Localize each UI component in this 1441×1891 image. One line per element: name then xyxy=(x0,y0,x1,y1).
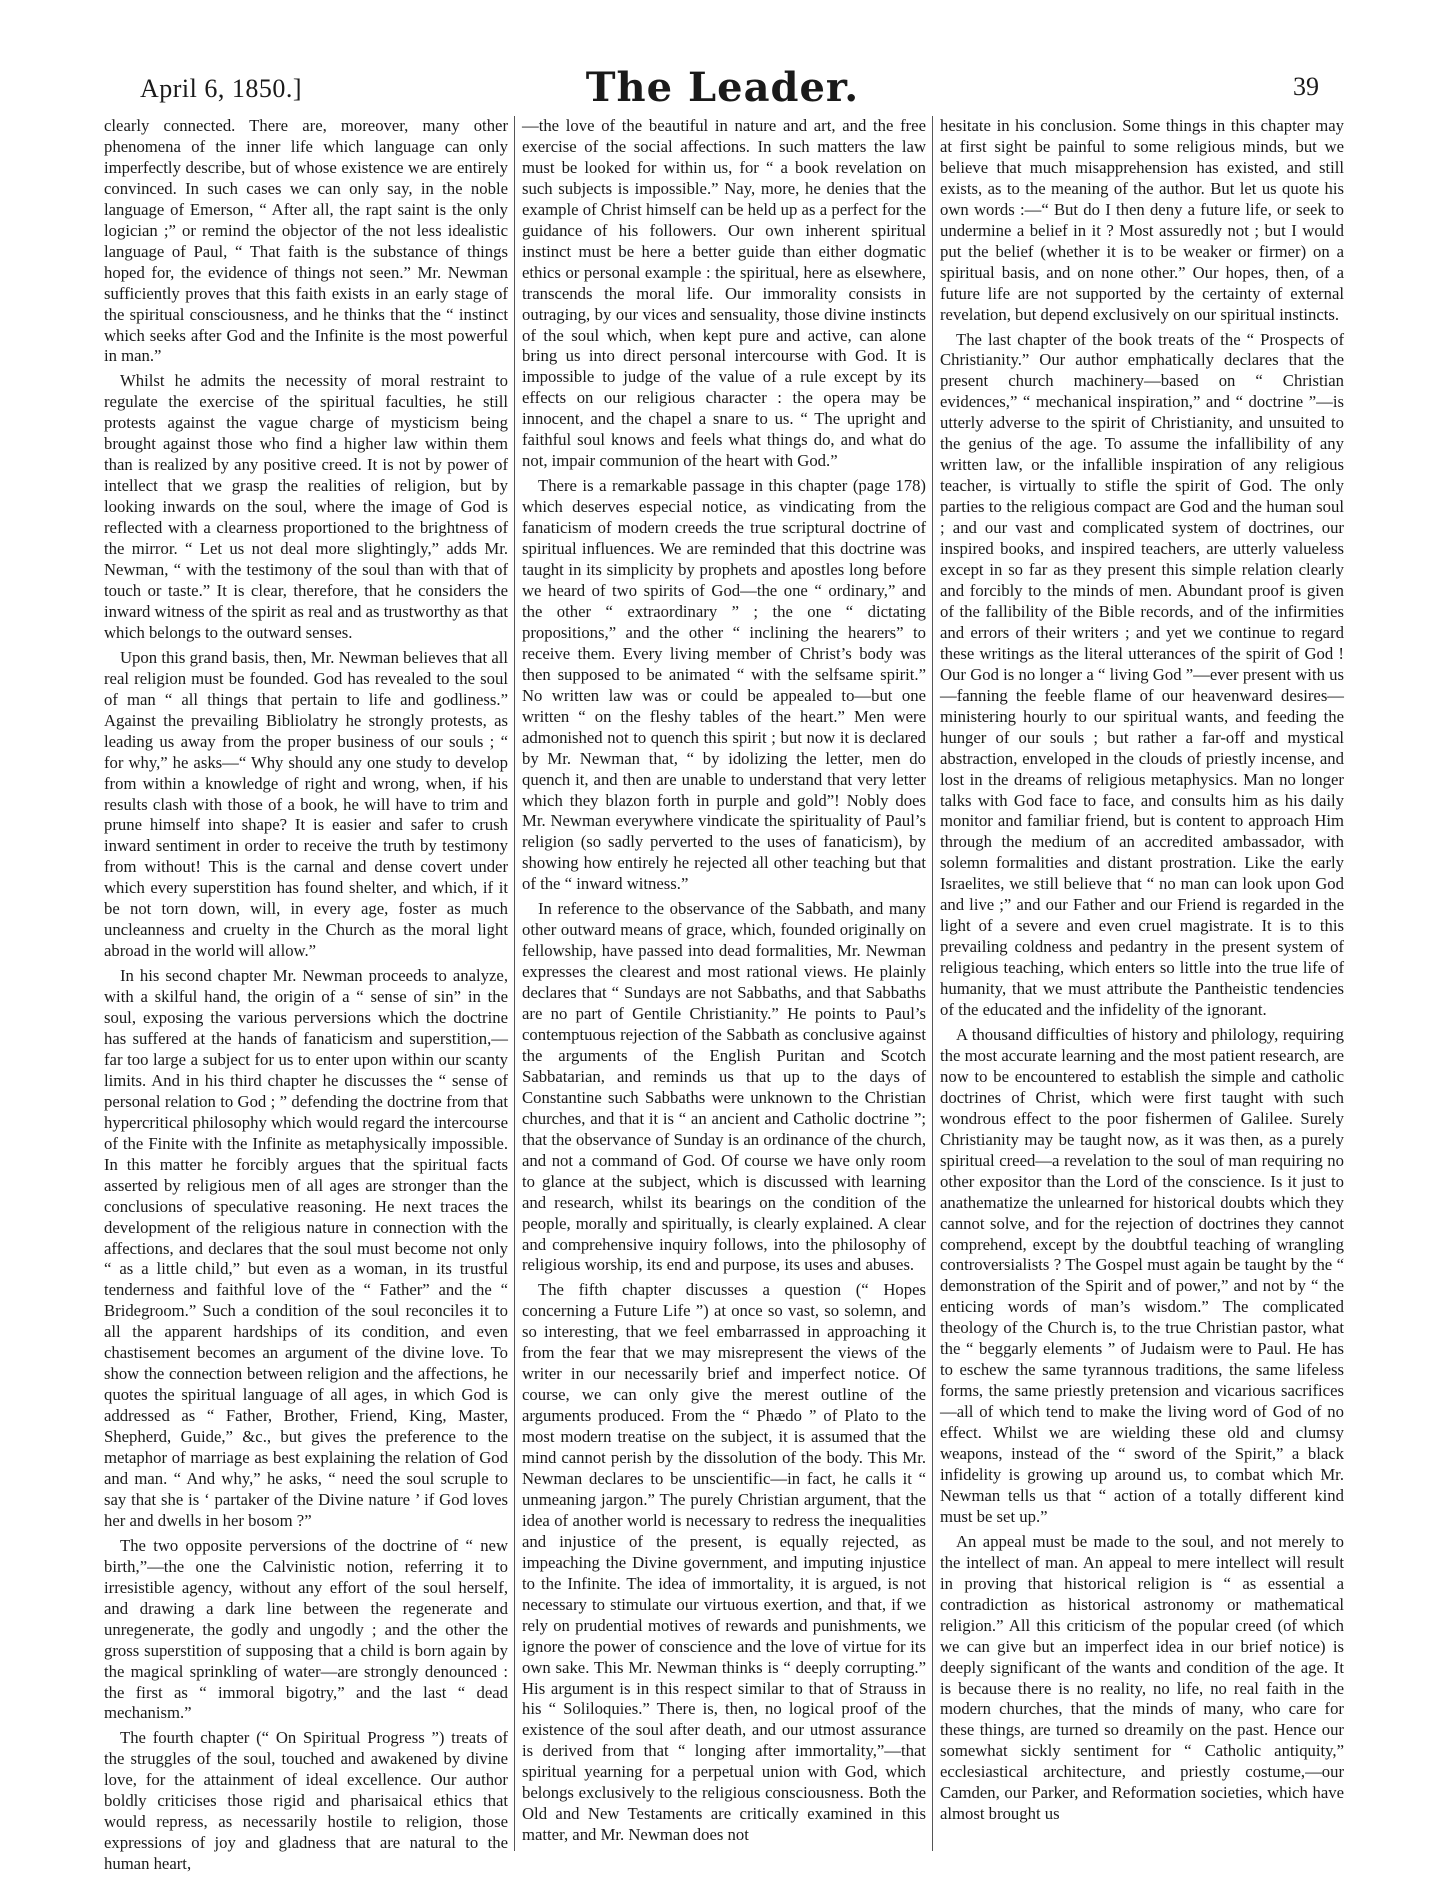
column-divider xyxy=(514,116,515,1851)
paragraph: The fourth chapter (“ On Spiritual Progress ”) treats of the struggles of the soul, touched and awakened by divine love, for the attainment of ideal excellence. Our author boldly criticises those rigid and pharisaical ethics that would repress, as necessarily hostile to religion, those expressions of joy and gladness that are natural to the human heart, xyxy=(104,1728,508,1874)
column-2 xyxy=(522,116,926,1851)
paragraph: A thousand difficulties of history and philology, requiring the most accurate learning and the most patient research, are now to be encountered to establish the simple and catholic doctrines of Christ, which were first taught with such wondrous effect to the poor fishermen of Galilee. Surely Christianity may be taught now, as it was then, as a purely spiritual creed—a revelation to the soul of man requiring no other expositor than the Lord of the conscience. Is it just to anathematize the unlearned for historical doubts which they cannot solve, and for the rejection of doctrines they cannot comprehend, except by the doubtful teaching of wrangling controversialists ? The Gospel must again be taught by the “ demonstration of the Spirit and of power,” and not by “ the enticing words of man’s wisdom.” The complicated theology of the Church is, to the true Christian pastor, what the “ beggarly elements ” of Judaism were to Paul. He has to eschew the same tyrannous traditions, the same lifeless forms, the same priestly pretension and vicarious sacrifices—all of which tend to make the living word of God of no effect. Whilst we are wielding these old and clumsy weapons, instead of the “ sword of the Spirit,” a black infidelity is growing up around us, to combat which Mr. Newman tells us that “ action of a totally different kind must be set up.” xyxy=(940,1024,1344,1526)
issue-date: April 6, 1850.] xyxy=(140,74,303,103)
paragraph: The last chapter of the book treats of the “ Prospects of Christianity.” Our author emphatically declares that the present church machinery—based on “ Christian evidences,” “ mechanical inspiration,” and “ doctrine ”—is utterly adverse to the spirit of Christianity, and unsuited to the genius of the age. To assume the infallibility of any written law, or the infallible inspiration of any religious teacher, is virtually to stifle the spirit of God. The only parties to the religious compact are God and the human soul ; and our vast and complicated system of doctrines, our inspired books, and inspired teachers, are utterly valueless except in so far as they present this simple relation clearly and forcibly to the minds of men. Abundant proof is given of the fallibility of the Bible records, and of the infirmities and errors of their writers ; and yet we continue to regard these writings as the literal utterances of the spirit of God ! Our God is no longer a “ living God ”—ever present with us—fanning the feeble flame of our heavenward desires—ministering hourly to our spiritual wants, and feeding the hunger of our souls ; but rather a far-off and mystical abstraction, enveloped in the clouds of priestly incense, and lost in the dreams of religious metaphysics. Man no longer talks with God face to face, and consults him as his daily monitor and familiar friend, but is content to approach Him through the medium of an accredited ambassador, with solemn formalities and distant prostration. Like the early Israelites, we still believe that “ no man can look upon God and live ;” and our Father and our Friend is regarded in the light of a severe and even cruel magistrate. It is to this prevailing coldness and pedantry in the present system of religious teaching, which enters so little into the true life of humanity, that we must attribute the Pantheistic tendencies of the educated and the infidelity of the ignorant. xyxy=(940,329,1344,1020)
paragraph: hesitate in his conclusion. Some things in this chapter may at first sight be painful to some religious minds, but we believe that much misapprehension has existed, and still exists, as to the meaning of the author. But let us quote his own words :—“ But do I then deny a future life, or seek to undermine a belief in it ? Most assuredly not ; but I would put the belief (whether it is to be weaker or firmer) on a spiritual basis, and on none other.” Our hopes, then, of a future life are not supported by the certainty of external revelation, but depend exclusively on our spiritual instincts. xyxy=(940,116,1344,324)
column-divider xyxy=(932,116,933,1851)
paragraph: The two opposite perversions of the doctrine of “ new birth,”—the one the Calvinistic notion, referring it to irresistible agency, without any effort of the soul herself, and drawing a dark line between the regenerate and unregenerate, the godly and ungodly ; and the other the gross superstition of supposing that a child is born again by the magical sprinkling of water—are strongly denounced : the first as “ immoral bigotry,” and the last “ dead mechanism.” xyxy=(104,1535,508,1723)
paragraph: In reference to the observance of the Sabbath, and many other outward means of grace, which, founded originally on fellowship, have passed into dead formalities, Mr. Newman expresses the clearest and most rational views. He plainly declares that “ Sundays are not Sabbaths, and that Sabbaths are no part of Gentile Christianity.” He points to Paul’s contemptuous rejection of the Sabbath as conclusive against the arguments of the English Puritan and Scotch Sabbatarian, and reminds us that up to the days of Constantine such Sabbaths were unknown to the Christian churches, and that it is “ an ancient and Catholic doctrine ”; that the observance of Sunday is an ordinance of the church, and not a command of God. Of course we have only room to glance at the subject, which is discussed with learning and research, whilst its bearings on the condition of the people, morally and spiritually, is clearly explained. A clear and comprehensive inquiry follows, into the philosophy of religious worship, its end and purpose, its uses and abuses. xyxy=(522,899,926,1275)
page-number: 39 xyxy=(1293,72,1319,101)
page-header xyxy=(120,60,1325,114)
paragraph: The fifth chapter discusses a question (“ Hopes concerning a Future Life ”) at once so vast, so solemn, and so interesting, that we feel embarrassed in approaching it from the fear that we may misrepresent the views of the writer in our necessarily brief and imperfect notice. Of course, we can only give the merest outline of the arguments produced. From the “ Phædo ” of Plato to the most modern treatise on the subject, it is assumed that the mind cannot perish by the dissolution of the body. This Mr. Newman declares to be unscientific—in fact, he calls it “ unmeaning jargon.” The purely Christian argument, that the idea of another world is necessary to redress the inequalities and injustice of the present, is equally rejected, as impeaching the Divine government, and imputing injustice to the Infinite. The idea of immortality, it is argued, is not necessary to stimulate our virtuous exertion, and that, if we rely on prudential motives of rewards and punishments, we ignore the power of conscience and the love of virtue for its own sake. This Mr. Newman thinks is “ deeply corrupting.” His argument is in this respect similar to that of Strauss in his “ Soliloquies.” There is, then, no logical proof of the existence of the soul after death, and our utmost assurance is derived from that “ longing after immortality,”—that spiritual yearning for a perpetual union with God, which belongs exclusively to the religious consciousness. Both the Old and New Testaments are critically examined in this matter, and Mr. Newman does not xyxy=(522,1280,926,1845)
paragraph: There is a remarkable passage in this chapter (page 178) which deserves especial notice, as vindicating from the fanaticism of modern creeds the true scriptural doctrine of spiritual influences. We are reminded that this doctrine was taught in its simplicity by prophets and apostles long before we heard of two spirits of God—the one “ ordinary,” and the other “ extraordinary ” ; the one “ dictating propositions,” and the other “ inclining the hearers” to receive them. Every living member of Christ’s body was then supposed to be animated “ with the selfsame spirit.” No written law was or could be appealed to—but one written “ on the fleshy tables of the heart.” Men were admonished not to quench this spirit ; but now it is declared by Mr. Newman that, “ by idolizing the letter, men do quench it, and then are unable to understand that very letter which they blazon forth in purple and gold”! Nobly does Mr. Newman everywhere vindicate the spirituality of Paul’s religion (so sadly perverted to the uses of fanaticism), by showing how entirely he rejected all other teaching but that of the “ inward witness.” xyxy=(522,476,926,894)
paragraph: —the love of the beautiful in nature and art, and the free exercise of the social affections. In such matters the law must be looked for within us, for “ a book revelation on such subjects is impossible.” Nay, more, he denies that the example of Christ himself can be held up as a perfect for the guidance of his followers. Our own inherent spiritual instinct must be here a better guide than either dogmatic ethics or personal example : the spiritual, here as elsewhere, transcends the moral life. Our immorality consists in outraging, by our vices and sensuality, those divine instincts of the soul which, when kept pure and active, can alone bring us into direct personal intercourse with God. It is impossible to judge of the value of a rule except by its effects on our religious character : the opera may be innocent, and the chapel a snare to us. “ The upright and faithful soul knows and feels what things do, and what do not, impair communion of the heart with God.” xyxy=(522,116,926,471)
newspaper-masthead: The Leader. xyxy=(585,64,860,111)
paragraph: An appeal must be made to the soul, and not merely to the intellect of man. An appeal to mere intellect will result in proving that historical religion is “ as essential a contradiction as historical astronomy or mathematical religion.” All this criticism of the popular creed (of which we can give but an imperfect idea in our brief notice) is deeply significant of the wants and condition of the age. It is because there is no reality, no life, no real faith in the modern churches, that the minds of many, who care for these things, are turned so dreamily on the past. Hence our somewhat sickly sentiment for “ Catholic antiquity,” ecclesiastical architecture, and priestly costume,—our Camden, our Parker, and Reformation societies, which have almost brought us xyxy=(940,1531,1344,1824)
paragraph: Upon this grand basis, then, Mr. Newman believes that all real religion must be founded. God has revealed to the soul of man “ all things that pertain to life and godliness.” Against the prevailing Bibliolatry he strongly protests, as leading us away from the proper business of our souls ; “ for why,” he asks—“ Why should any one study to develop from within a knowledge of right and wrong, when, if his results clash with those of a book, he will have to trim and prune himself into shape? It is easier and safer to crush inward sentiment in order to receive the truth by testimony from without! This is the carnal and dense covert under which every superstition has found shelter, and which, if it be not torn down, will, in every age, foster as much uncleanness and cruelty in the Church as the moral light abroad in the world will allow.” xyxy=(104,647,508,961)
paragraph: clearly connected. There are, moreover, many other phenomena of the inner life which language can only imperfectly describe, but of whose existence we are entirely convinced. In such cases we can only say, in the noble language of Emerson, “ After all, the rapt saint is the only logician ;” or remind the objector of the not less idealistic language of Paul, “ That faith is the substance of things hoped for, the evidence of things not seen.” Mr. Newman sufficiently proves that this faith exists in an early stage of the spiritual consciousness, and he thinks that the “ instinct which seeks after God and the Infinite is the most powerful in man.” xyxy=(104,116,508,366)
column-3 xyxy=(940,116,1344,1851)
paragraph: Whilst he admits the necessity of moral restraint to regulate the exercise of the spiritual faculties, he still protests against the vague charge of mysticism being brought against those who find a higher law within them than is realized by any positive creed. It is not by power of intellect that we grasp the realities of religion, but by looking inwards on the soul, where the image of God is reflected with a clearness proportioned to the brightness of the mirror. “ Let us not deal more slightingly,” adds Mr. Newman, “ with the testimony of the soul than with that of touch or taste.” It is clear, therefore, that he considers the inward witness of the spirit as real and as trustworthy as that which belongs to the outward senses. xyxy=(104,371,508,642)
article-columns xyxy=(104,116,1346,1874)
column-1 xyxy=(104,116,508,1874)
paragraph: In his second chapter Mr. Newman proceeds to analyze, with a skilful hand, the origin of a “ sense of sin” in the soul, exposing the various perversions which the doctrine has suffered at the hands of fanaticism and superstition,—far too large a subject for us to enter upon within our scanty limits. And in his third chapter he discusses the “ sense of personal relation to God ; ” defending the doctrine from that hypercritical philosophy which would regard the intercourse of the Finite with the Infinite as metaphysically impossible. In this matter he forcibly argues that the spiritual facts asserted by religious men of all ages are stronger than the conclusions of speculative reasoning. He next traces the development of the religious nature in connection with the affections, and declares that the soul must become not only “ as a little child,” but even as a woman, in its trustful tenderness and faithful love of the “ Father” and the “ Bridegroom.” Such a condition of the soul reconciles it to all the apparent hardships of its condition, and even chastisement becomes an argument of the divine love. To show the connection between religion and the affections, he quotes the spiritual language of all ages, in which God is addressed as “ Father, Brother, Friend, King, Master, Shepherd, Guide,” &c., but gives the preference to the metaphor of marriage as best explaining the relation of God and man. “ And why,” he asks, “ need the soul scruple to say that she is ‘ partaker of the Divine nature ’ if God loves her and dwells in her bosom ?” xyxy=(104,966,508,1530)
